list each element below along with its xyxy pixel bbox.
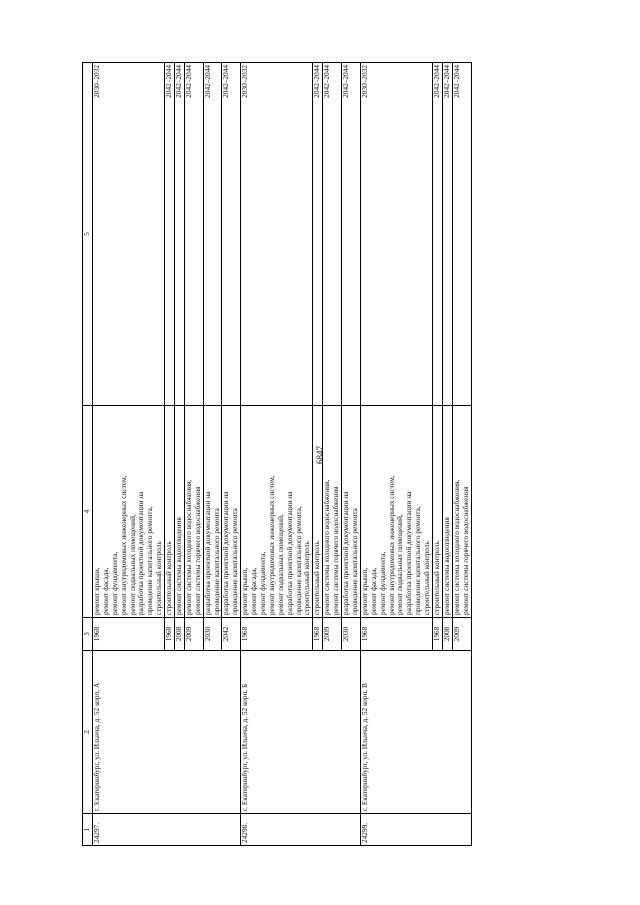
work-line: ремонт системы водоотведения — [174, 517, 184, 615]
work-line: ремонт фасада, — [368, 567, 378, 615]
table-row — [360, 63, 432, 846]
table-row — [241, 63, 313, 846]
period-cell: 2042–2044 — [342, 63, 361, 406]
year-cell: 2030 — [342, 618, 361, 651]
header-row — [83, 63, 93, 846]
year-cell: 2009 — [323, 618, 342, 651]
year-cell: 1968 — [93, 618, 165, 651]
work-line: строительный контроль — [302, 541, 312, 615]
work-line: ремонт фундамента, — [109, 551, 119, 615]
year-cell: 2008 — [175, 618, 185, 651]
work-line: ремонт подвальных помещений, — [275, 514, 285, 615]
work-line: строительный контроль — [154, 541, 164, 615]
work-line: проведение капитального ремонта, — [413, 506, 423, 615]
period-cell: 2042–2044 — [452, 63, 471, 406]
period-cell: 2042–2044 — [165, 63, 175, 406]
work-line: проведение капитального ремонта, — [293, 506, 303, 615]
period-cell: 2042–2044 — [313, 63, 323, 406]
header-col-2: 2 — [83, 651, 93, 814]
work-cell — [241, 406, 313, 618]
work-line: ремонт фундамента, — [377, 551, 387, 615]
year-cell: 2009 — [184, 618, 203, 651]
work-line: разработка проектной документации на — [202, 491, 212, 615]
table-body — [93, 63, 472, 846]
work-line: ремонт системы горячего водоснабжения — [460, 486, 470, 615]
work-cell — [175, 406, 185, 618]
year-cell: 2030 — [203, 618, 222, 651]
address-cell: г. Екатеринбург, ул. Ильича, д. 52 корп. А — [93, 651, 241, 814]
work-line: разработка проектной документации на — [221, 491, 231, 615]
year-cell: 2042 — [222, 618, 241, 651]
period-cell: 2042–2044 — [323, 63, 342, 406]
period-cell: 2042–2044 — [442, 63, 452, 406]
work-line: строительный контроль — [164, 541, 174, 615]
work-line: разработка проектной документации на — [284, 491, 294, 615]
work-line: строительный контроль — [312, 541, 322, 615]
work-cell — [442, 406, 452, 618]
work-line: ремонт фасада, — [249, 567, 259, 615]
work-cell — [203, 406, 222, 618]
work-line: ремонт внутридомовых инженерных систем, — [386, 475, 396, 615]
work-line: строительный контроль — [431, 541, 441, 615]
row-number: 24297. — [93, 814, 241, 846]
row-number: 24298. — [241, 814, 361, 846]
work-cell — [323, 406, 342, 618]
work-cell — [432, 406, 442, 618]
period-cell: 2042–2044 — [184, 63, 203, 406]
work-line: ремонт фундамента, — [258, 551, 268, 615]
page-number: 6847 — [315, 446, 325, 464]
work-line: ремонт внутридомовых инженерных систем, — [118, 475, 128, 615]
work-line: ремонт подвальных помещений, — [127, 514, 137, 615]
address-cell: г. Екатеринбург, ул. Ильича, д. 52 корп. Б — [241, 651, 361, 814]
year-cell: 1968 — [360, 618, 432, 651]
period-cell: 2042–2044 — [432, 63, 442, 406]
work-line: разработка проектной документации на — [136, 491, 146, 615]
work-cell — [93, 406, 165, 618]
work-cell — [222, 406, 241, 618]
work-cell — [360, 406, 432, 618]
table-row — [93, 63, 165, 846]
work-line: разработка проектной документации на — [341, 491, 351, 615]
work-line: ремонт системы холодного водоснабжения, — [183, 479, 193, 615]
row-number: 24299. — [360, 814, 471, 846]
header-col-4: 4 — [83, 406, 93, 618]
work-cell — [452, 406, 471, 618]
work-line: ремонт подвальных помещений, — [395, 514, 405, 615]
period-cell: 2042–2044 — [222, 63, 241, 406]
work-line: ремонт системы горячего водоснабжения — [192, 486, 202, 615]
work-line: ремонт системы холодного водоснабжения, — [322, 479, 332, 615]
period-cell: 2030–2032 — [360, 63, 432, 406]
year-cell: 2009 — [452, 618, 471, 651]
work-line: ремонт крыши, — [359, 567, 369, 615]
work-cell — [184, 406, 203, 618]
work-line: ремонт фасада, — [100, 567, 110, 615]
year-cell: 1968 — [241, 618, 313, 651]
header-col-3: 3 — [83, 618, 93, 651]
work-line: ремонт крыши, — [240, 567, 250, 615]
period-cell: 2030–2032 — [93, 63, 165, 406]
header-col-1: 1 — [83, 814, 93, 846]
work-line: проведение капитального ремонта — [230, 508, 240, 615]
work-line: ремонт внутридомовых инженерных систем, — [266, 475, 276, 615]
year-cell: 2008 — [442, 618, 452, 651]
period-cell: 2042–2044 — [203, 63, 222, 406]
work-line: строительный контроль — [422, 541, 432, 615]
work-line: проведение капитального ремонта — [211, 508, 221, 615]
work-cell — [342, 406, 361, 618]
work-line: разработка проектной документации на — [404, 491, 414, 615]
year-cell: 1968 — [313, 618, 323, 651]
address-cell: г. Екатеринбург, ул. Ильича, д. 52 корп. В — [360, 651, 471, 814]
period-cell: 2042–2044 — [175, 63, 185, 406]
work-line: проведение капитального ремонта — [349, 508, 359, 615]
work-line: ремонт системы холодного водоснабжения, — [451, 479, 461, 615]
year-cell: 1968 — [432, 618, 442, 651]
work-line: ремонт крыши, — [92, 567, 101, 615]
period-cell: 2030–2032 — [241, 63, 313, 406]
work-line: ремонт системы горячего водоснабжения — [331, 486, 341, 615]
rotated-table-container — [82, 63, 602, 846]
work-line: ремонт системы водоотведения — [441, 517, 451, 615]
header-col-5: 5 — [83, 63, 93, 406]
year-cell: 1968 — [165, 618, 175, 651]
repair-schedule-table — [82, 62, 472, 846]
work-line: проведение капитального ремонта, — [145, 506, 155, 615]
